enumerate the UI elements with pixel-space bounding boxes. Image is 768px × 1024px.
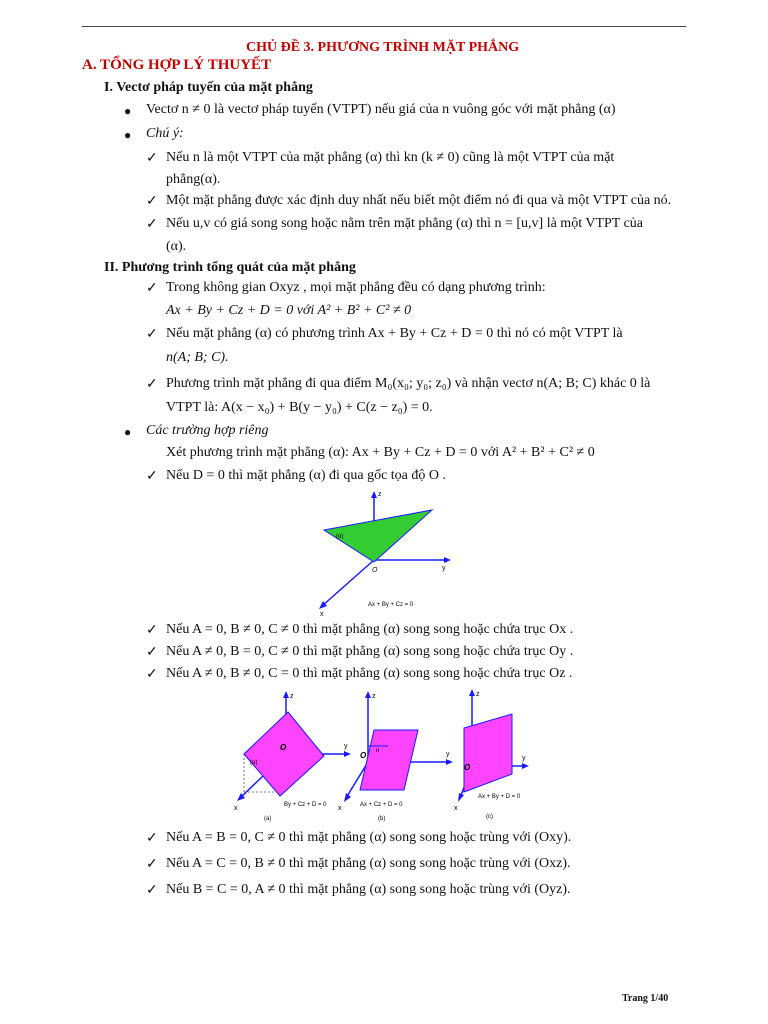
fig-a-label: (a) bbox=[264, 816, 272, 822]
origin-label: O bbox=[360, 751, 367, 760]
section-2-heading: II. Phương trình tổng quát của mặt phẳng bbox=[104, 260, 356, 275]
fig-b-caption: Ax + Cz + D = 0 bbox=[360, 802, 403, 808]
s1-c1a: Nếu n là một VTPT của mặt phẳng (α) thì kn (k ≠ 0) cũng là một VTPT của mặt bbox=[166, 150, 615, 165]
bullet-icon: ● bbox=[124, 425, 132, 439]
s2-p2b: n(A; B; C). bbox=[166, 350, 229, 365]
z-label: z bbox=[290, 693, 294, 700]
x-label: x bbox=[320, 611, 324, 618]
plane-through-origin-figure bbox=[310, 488, 470, 618]
page-title: CHỦ ĐỀ 3. PHƯƠNG TRÌNH MẶT PHẲNG bbox=[246, 40, 520, 55]
y-label: y bbox=[446, 751, 450, 758]
x-label: x bbox=[234, 805, 238, 812]
s2-p2a: Nếu mặt phẳng (α) có phương trình Ax + By + Cz + D = 0 thì nó có một VTPT là bbox=[166, 326, 623, 341]
top-rule bbox=[82, 26, 686, 27]
fig-b-label: (b) bbox=[378, 816, 386, 822]
check-icon: ✓ bbox=[146, 327, 158, 342]
z-label: z bbox=[378, 491, 382, 498]
figure-b bbox=[338, 691, 453, 822]
fig-c-caption: Ax + By + D = 0 bbox=[478, 794, 521, 800]
y-arrow-icon bbox=[444, 557, 451, 563]
bullet-icon: ● bbox=[124, 104, 132, 118]
s2-oxy: Nếu A = B = 0, C ≠ 0 thì mặt phẳng (α) song song hoặc trùng với (Oxy). bbox=[166, 830, 572, 845]
s1-c2: Một mặt phẳng được xác định duy nhất nếu biết một điểm nó đi qua và một VTPT của nó. bbox=[166, 193, 672, 208]
x-label: x bbox=[454, 805, 458, 812]
fig-a-caption: By + Cz + D = 0 bbox=[284, 802, 327, 808]
s2-consider: Xét phương trình mặt phẳng (α): Ax + By + Cz + D = 0 với A² + B² + C² ≠ 0 bbox=[166, 445, 595, 460]
origin-label: O bbox=[372, 567, 378, 574]
s2-p1a: Trong không gian Oxyz , mọi mặt phẳng đều có dạng phương trình: bbox=[166, 280, 546, 295]
check-icon: ✓ bbox=[146, 883, 158, 898]
fig-c-label: (c) bbox=[486, 814, 493, 820]
origin-label: O bbox=[464, 763, 471, 772]
normal-label: n bbox=[376, 748, 380, 754]
section-a-heading: A. TỔNG HỢP LÝ THUYẾT bbox=[82, 57, 272, 73]
section-1-heading: I. Vectơ pháp tuyến của mặt phẳng bbox=[104, 80, 313, 95]
page-number: Trang 1/40 bbox=[622, 993, 669, 1004]
s2-p3b: VTPT là: A(x − x₀) + B(y − y₀) + C(z − z₀) = 0. bbox=[166, 400, 433, 415]
s2-ox: Nếu A = 0, B ≠ 0, C ≠ 0 thì mặt phẳng (α) song song hoặc chứa trục Ox . bbox=[166, 622, 574, 637]
s2-oxz: Nếu A = C = 0, B ≠ 0 thì mặt phẳng (α) song song hoặc trùng với (Oxz). bbox=[166, 856, 571, 871]
z-label: z bbox=[372, 693, 376, 700]
parallel-axis-figures bbox=[228, 686, 538, 822]
check-icon: ✓ bbox=[146, 469, 158, 484]
x-axis bbox=[322, 560, 374, 606]
check-icon: ✓ bbox=[146, 217, 158, 232]
s1-note: Chú ý: bbox=[146, 126, 184, 141]
check-icon: ✓ bbox=[146, 623, 158, 638]
alpha-label: (α) bbox=[336, 534, 344, 540]
s1-line1: Vectơ n ≠ 0 là vectơ pháp tuyến (VTPT) nếu giá của n vuông góc với mặt phẳng (α) bbox=[146, 102, 616, 117]
figure-a bbox=[234, 691, 351, 822]
check-icon: ✓ bbox=[146, 281, 158, 296]
check-icon: ✓ bbox=[146, 645, 158, 660]
fig1-caption: Ax + By + Cz = 0 bbox=[368, 602, 414, 608]
z-label: z bbox=[476, 691, 480, 698]
s2-oz: Nếu A ≠ 0, B ≠ 0, C = 0 thì mặt phẳng (α) song song hoặc chứa trục Oz . bbox=[166, 666, 573, 681]
s2-p1b: Ax + By + Cz + D = 0 với A² + B² + C² ≠ 0 bbox=[166, 303, 412, 318]
check-icon: ✓ bbox=[146, 194, 158, 209]
bullet-icon: ● bbox=[124, 128, 132, 142]
check-icon: ✓ bbox=[146, 377, 158, 392]
s1-c3a: Nếu u,v có giá song song hoặc nằm trên mặt phẳng (α) thì n = [u,v] là một VTPT của bbox=[166, 216, 644, 231]
s2-oy: Nếu A ≠ 0, B = 0, C ≠ 0 thì mặt phẳng (α) song song hoặc chứa trục Oy . bbox=[166, 644, 574, 659]
s2-oyz: Nếu B = C = 0, A ≠ 0 thì mặt phẳng (α) song song hoặc trùng với (Oyz). bbox=[166, 882, 571, 897]
y-label: y bbox=[522, 755, 526, 762]
check-icon: ✓ bbox=[146, 857, 158, 872]
s2-special: Các trường hợp riêng bbox=[146, 423, 269, 438]
s2-p3a: Phương trình mặt phẳng đi qua điểm M₀(x₀; y₀; z₀) và nhận vectơ n(A; B; C) khác 0 là bbox=[166, 376, 651, 391]
y-label: y bbox=[442, 565, 446, 572]
origin-label: O bbox=[280, 743, 287, 752]
s1-c1b: phẳng(α). bbox=[166, 172, 221, 187]
check-icon: ✓ bbox=[146, 151, 158, 166]
alpha-label: (α) bbox=[250, 760, 258, 766]
y-label: y bbox=[344, 743, 348, 750]
check-icon: ✓ bbox=[146, 667, 158, 682]
s1-c3b: (α). bbox=[166, 239, 187, 254]
figure-c bbox=[454, 689, 529, 820]
z-arrow-icon bbox=[371, 491, 377, 498]
check-icon: ✓ bbox=[146, 831, 158, 846]
x-label: x bbox=[338, 805, 342, 812]
s2-d0: Nếu D = 0 thì mặt phẳng (α) đi qua gốc tọa độ O . bbox=[166, 468, 447, 483]
